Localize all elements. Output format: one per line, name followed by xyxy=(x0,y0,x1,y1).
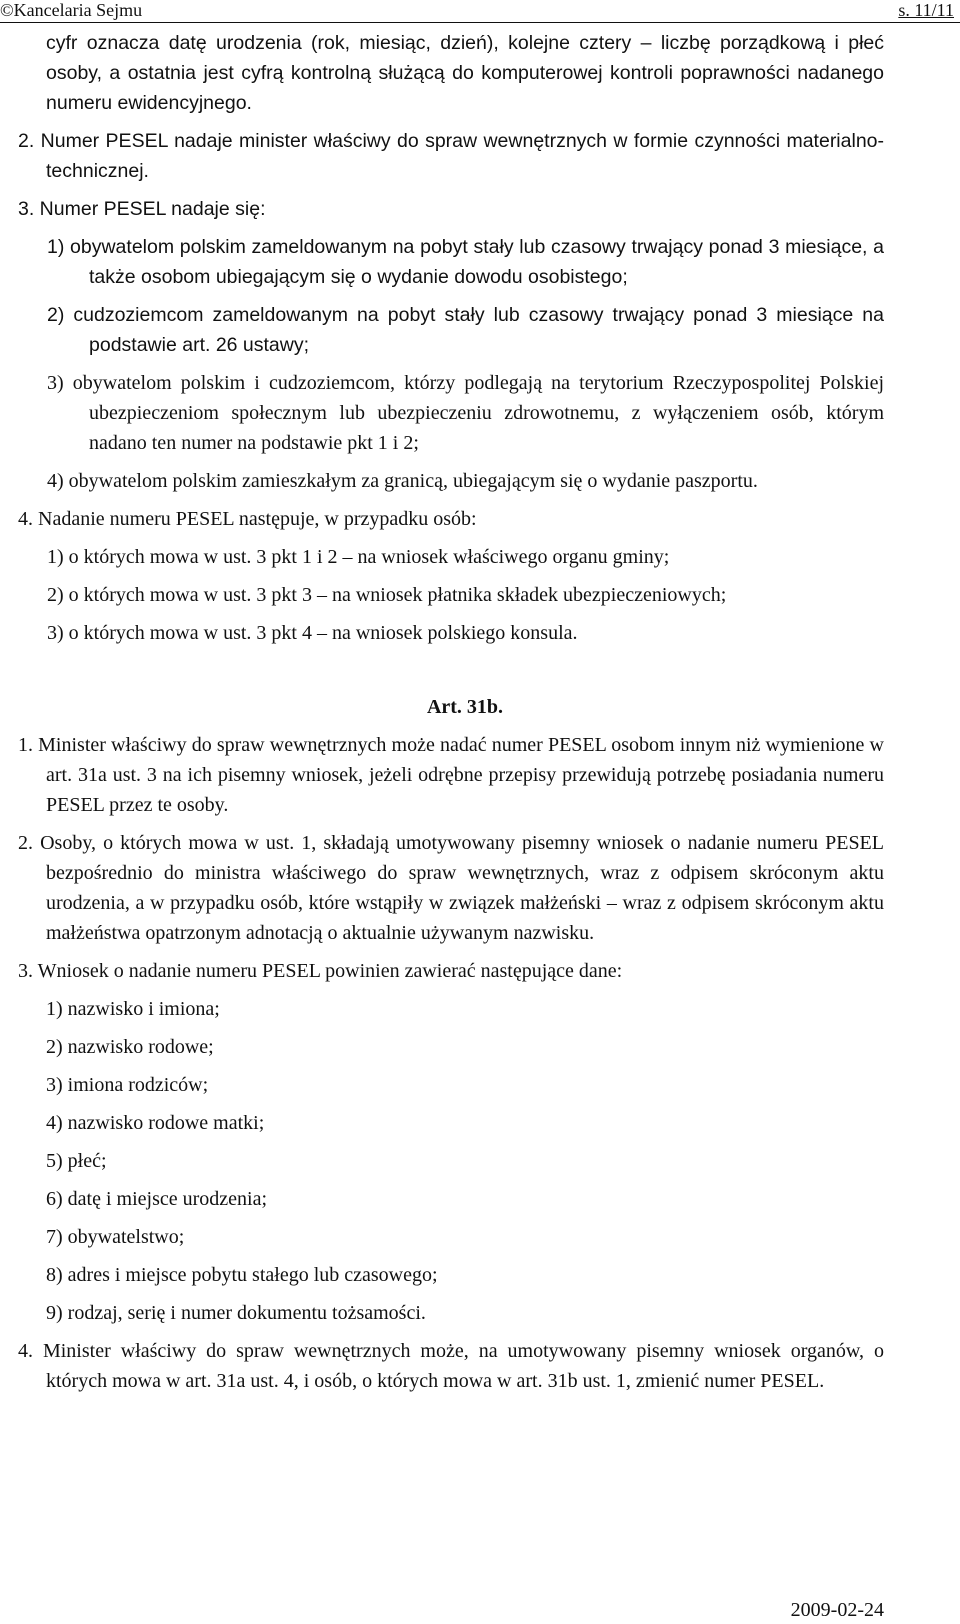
art31b-para-3: 3. Wniosek o nadanie numeru PESEL powinien zawierać następujące dane: xyxy=(18,960,623,982)
art31a-para-4: 4. Nadanie numeru PESEL następuje, w przypadku osób: xyxy=(18,508,477,530)
article-title: Art. 31b. xyxy=(426,696,504,718)
footer-date: 2009-02-24 xyxy=(790,1599,884,1621)
document-body xyxy=(18,28,884,1404)
list-item: 1) nazwisko i imiona; xyxy=(46,998,220,1020)
list-item: 6) datę i miejsce urodzenia; xyxy=(46,1188,268,1210)
list-item: 2) nazwisko rodowe; xyxy=(46,1036,214,1058)
list-item: 9) rodzaj, serię i numer dokumentu tożsamości. xyxy=(46,1302,426,1324)
list-item: 7) obywatelstwo; xyxy=(46,1226,185,1248)
art31b-para-1: 1. Minister właściwy do spraw wewnętrznych może nadać numer PESEL osobom innym niż wymienione w art. 31a ust. 3 na ich pisemny wniosek, jeżeli odrębne przepisy przewidują potrzebę posiadania numeru PESEL przez te osoby. xyxy=(18,734,884,816)
header-rule xyxy=(0,22,960,23)
art31b-para-3-list xyxy=(46,994,884,1328)
art31a-para-2: 2. Numer PESEL nadaje minister właściwy do spraw wewnętrznych w formie czynności materialno-technicznej. xyxy=(18,130,884,182)
list-item: 2) cudzoziemcom zameldowanym na pobyt stały lub czasowy trwający ponad 3 miesiące na podstawie art. 26 ustawy; xyxy=(47,304,884,356)
list-item: 2) o których mowa w ust. 3 pkt 3 – na wniosek płatnika składek ubezpieczeniowych; xyxy=(47,584,727,606)
list-item: 1) obywatelom polskim zameldowanym na pobyt stały lub czasowy trwający ponad 3 miesiące, a także osobom ubiegającym się o wydanie dowodu osobistego; xyxy=(47,236,884,288)
art31a-para-4-list xyxy=(47,542,884,648)
list-item: 3) imiona rodziców; xyxy=(46,1074,209,1096)
art31a-para-3-list xyxy=(47,232,884,496)
art31b-para-2: 2. Osoby, o których mowa w ust. 1, składają umotywowany pisemny wniosek o nadanie numeru PESEL bezpośrednio do ministra właściwego do spraw wewnętrznych, wraz z odpisem skróconym aktu urodzenia, a w przypadku osób, które wstąpiły w związek małżeński – wraz z odpisem skróconym aktu małżeństwa opatrzonym adnotacją o aktualnie używanym nazwisku. xyxy=(18,832,884,944)
list-item: 8) adres i miejsce pobytu stałego lub czasowego; xyxy=(46,1264,438,1286)
list-item: 3) obywatelom polskim i cudzoziemcom, którzy podlegają na terytorium Rzeczypospolitej Polskiej ubezpieczeniom społecznym lub ubezpieczeniu zdrowotnemu, z wyłączeniem osób, którym nadano ten numer na podstawie pkt 1 i 2; xyxy=(47,372,884,454)
header-page-number: s. 11/11 xyxy=(898,0,954,20)
list-item: 5) płeć; xyxy=(46,1150,107,1172)
list-item: 4) nazwisko rodowe matki; xyxy=(46,1112,265,1134)
list-item: 3) o których mowa w ust. 3 pkt 4 – na wniosek polskiego konsula. xyxy=(47,622,578,644)
continuation-paragraph: cyfr oznacza datę urodzenia (rok, miesiąc, dzień), kolejne cztery – liczbę porządkową i płeć osoby, a ostatnia jest cyfrą kontrolną służącą do komputerowej kontroli poprawności nadanego numeru ewidencyjnego. xyxy=(46,32,884,114)
header-copyright: ©Kancelaria Sejmu xyxy=(0,0,143,20)
list-item: 1) o których mowa w ust. 3 pkt 1 i 2 – na wniosek właściwego organu gminy; xyxy=(47,546,670,568)
art31b-para-4: 4. Minister właściwy do spraw wewnętrznych może, na umotywowany pisemny wniosek organów, o których mowa w art. 31a ust. 4, i osób, o których mowa w art. 31b ust. 1, zmienić numer PESEL. xyxy=(18,1340,884,1392)
art31a-para-3: 3. Numer PESEL nadaje się: xyxy=(18,198,266,220)
list-item: 4) obywatelom polskim zamieszkałym za granicą, ubiegającym się o wydanie paszportu. xyxy=(47,470,758,492)
